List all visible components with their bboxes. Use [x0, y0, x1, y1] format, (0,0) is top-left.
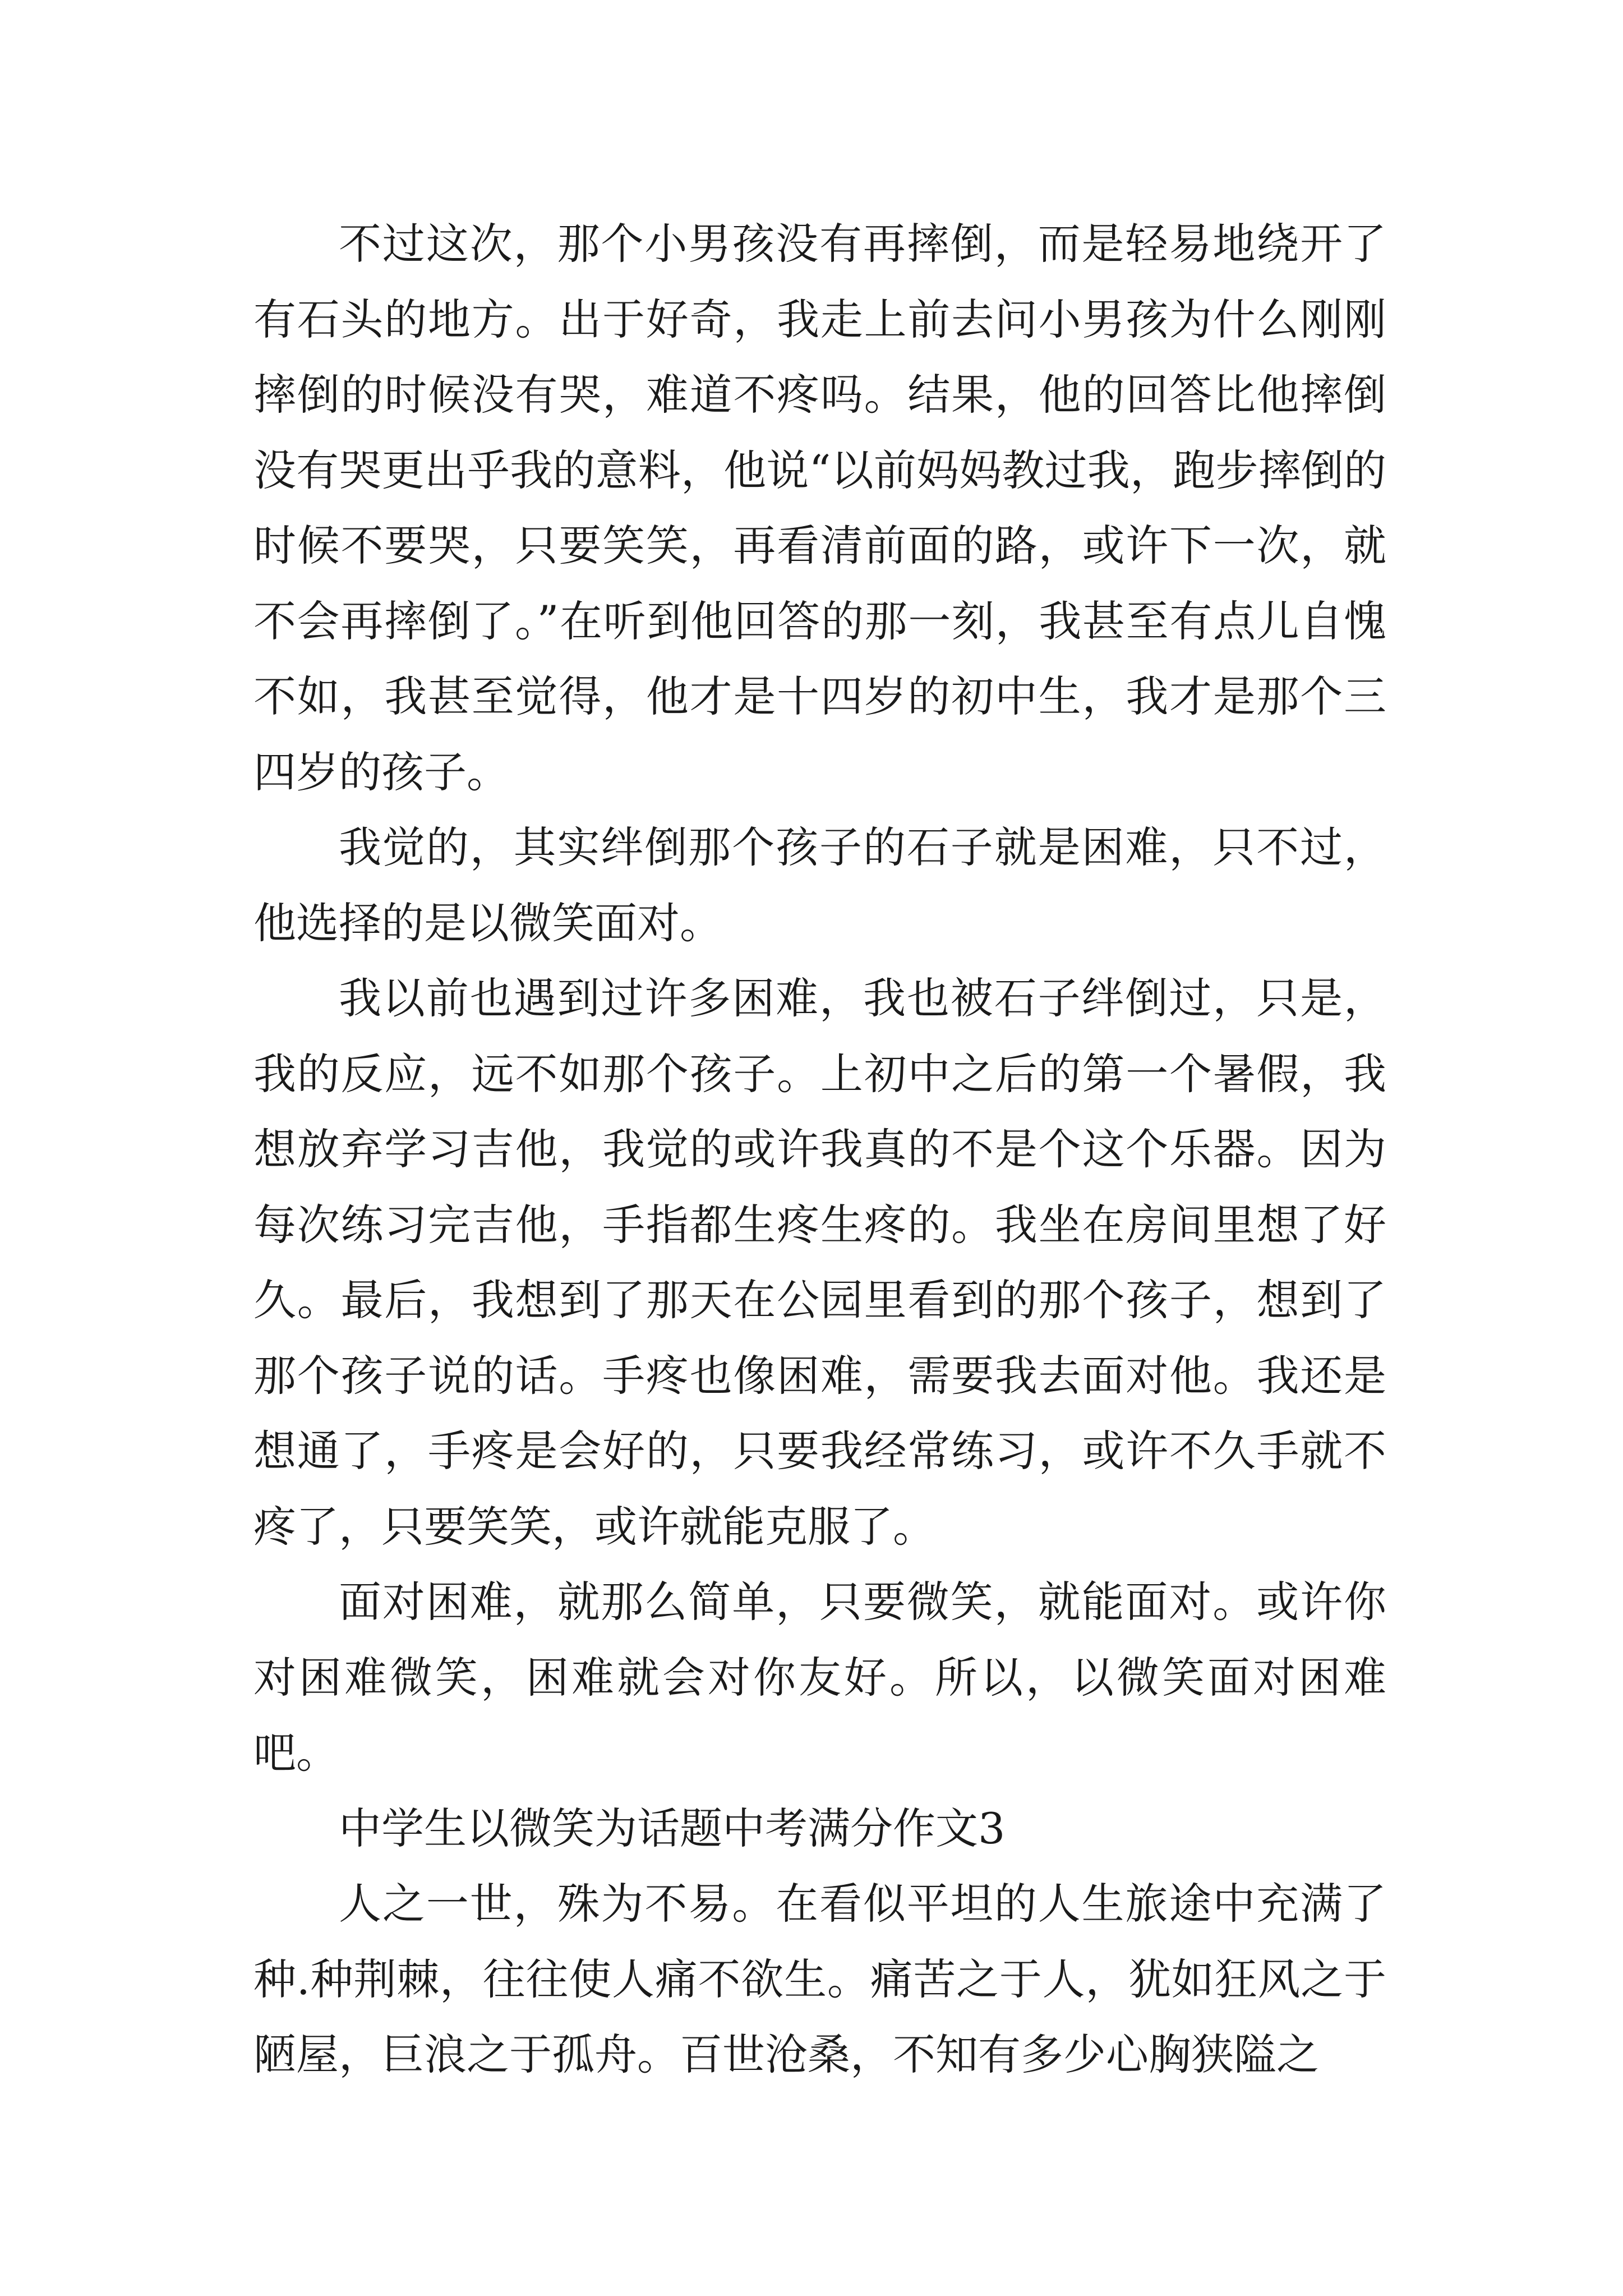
paragraph: 不过这次，那个小男孩没有再摔倒，而是轻易地绕开了有石头的地方。出于好奇，我走上前去问小男孩为什么刚刚摔倒的时候没有哭，难道不疼吗。结果，他的回答比他摔倒没有哭更出乎我的意料，他说“以前妈妈教过我，跑步摔倒的时候不要哭，只要笑笑，再看清前面的路，或许下一次，就不会再摔倒了。”在听到他回答的那一刻，我甚至有点儿自愧不如，我甚至觉得，他才是十四岁的初中生，我才是那个三四岁的孩子。: [253, 219, 1386, 797]
document-body: [253, 206, 1386, 2093]
paragraph: 人之一世，殊为不易。在看似平坦的人生旅途中充满了种.种荆棘，往往使人痛不欲生。痛苦之于人，犹如狂风之于陋屋，巨浪之于孤舟。百世沧桑，不知有多少心胸狭隘之: [253, 1879, 1386, 2079]
paragraph: 我觉的，其实绊倒那个孩子的石子就是困难，只不过，他选择的是以微笑面对。: [253, 822, 1386, 948]
paragraph: 面对困难，就那么简单，只要微笑，就能面对。或许你对困难微笑，困难就会对你友好。所以，以微笑面对困难吧。: [253, 1577, 1386, 1778]
section-title: 中学生以微笑为话题中考满分作文3: [339, 1803, 1006, 1853]
paragraph: 我以前也遇到过许多困难，我也被石子绊倒过，只是，我的反应，远不如那个孩子。上初中之后的第一个暑假，我想放弃学习吉他，我觉的或许我真的不是个这个乐器。因为每次练习完吉他，手指都生疼生疼的。我坐在房间里想了好久。最后，我想到了那天在公园里看到的那个孩子，想到了那个孩子说的话。手疼也像困难，需要我去面对他。我还是想通了，手疼是会好的，只要我经常练习，或许不久手就不疼了，只要笑笑，或许就能克服了。: [253, 973, 1386, 1552]
